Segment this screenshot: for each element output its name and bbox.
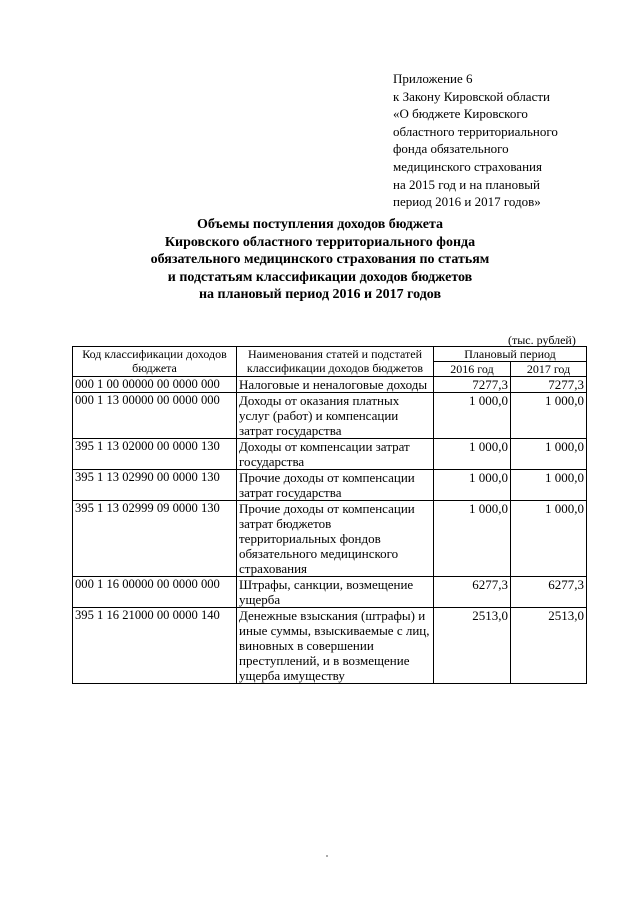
title-line: и подстатьям классификации доходов бюджетов: [167, 269, 473, 285]
table-row: [73, 377, 587, 393]
appendix-line: фонда обязательного: [393, 141, 509, 157]
header-code: Код классификации доходов бюджета: [73, 347, 237, 377]
cell-name: Прочие доходы от компенсации затрат бюджетов территориальных фондов обязательного медицинского страхования: [237, 501, 434, 577]
appendix-line: период 2016 и 2017 годов»: [393, 194, 541, 210]
appendix-line: на 2015 год и на плановый: [393, 176, 540, 192]
cell-name: Доходы от оказания платных услуг (работ) и компенсации затрат государства: [237, 393, 434, 439]
cell-code: 395 1 13 02000 00 0000 130: [73, 439, 237, 470]
appendix-line: Приложение 6: [393, 71, 473, 86]
cell-2017: 7277,3: [511, 377, 587, 393]
cell-2016: 1 000,0: [434, 439, 511, 470]
appendix-reference: [393, 70, 628, 211]
cell-2017: 1 000,0: [511, 501, 587, 577]
appendix-line: к Закону Кировской области: [393, 88, 550, 104]
cell-2016: 1 000,0: [434, 470, 511, 501]
header-2017: 2017 год: [511, 362, 587, 377]
cell-2017: 6277,3: [511, 577, 587, 608]
cell-2017: 1 000,0: [511, 393, 587, 439]
table-row: [73, 577, 587, 608]
scan-speck: [326, 855, 328, 857]
cell-code: 000 1 16 00000 00 0000 000: [73, 577, 237, 608]
cell-name: Прочие доходы от компенсации затрат государства: [237, 470, 434, 501]
table-header-row: [73, 347, 587, 362]
cell-name: Налоговые и неналоговые доходы: [237, 377, 434, 393]
title-line: на плановый период 2016 и 2017 годов: [198, 287, 442, 302]
cell-2016: 6277,3: [434, 577, 511, 608]
cell-2017: 1 000,0: [511, 439, 587, 470]
appendix-line: «О бюджете Кировского: [393, 106, 528, 122]
cell-code: 395 1 16 21000 00 0000 140: [73, 608, 237, 684]
cell-2016: 1 000,0: [434, 393, 511, 439]
cell-code: 395 1 13 02990 00 0000 130: [73, 470, 237, 501]
cell-2016: 2513,0: [434, 608, 511, 684]
cell-2016: 1 000,0: [434, 501, 511, 577]
table-row: [73, 470, 587, 501]
title-line: Кировского областного территориального фонда: [164, 234, 476, 250]
appendix-line: областного территориального: [393, 123, 558, 139]
cell-name: Доходы от компенсации затрат государства: [237, 439, 434, 470]
title-line: Объемы поступления доходов бюджета: [197, 217, 443, 232]
cell-name: Денежные взыскания (штрафы) и иные суммы, взыскиваемые с лиц, виновных в совершении преступлений, и в возмещение ущерба имуществу: [237, 608, 434, 684]
header-name: Наименования статей и подстатей классификации доходов бюджетов: [237, 347, 434, 377]
table-row: [73, 501, 587, 577]
cell-2016: 7277,3: [434, 377, 511, 393]
header-period: Плановый период: [434, 347, 587, 362]
units-label: (тыс. рублей): [508, 333, 576, 347]
cell-code: 395 1 13 02999 09 0000 130: [73, 501, 237, 577]
document-title: [60, 216, 580, 304]
cell-name: Штрафы, санкции, возмещение ущерба: [237, 577, 434, 608]
cell-2017: 2513,0: [511, 608, 587, 684]
appendix-line: медицинского страхования: [393, 158, 542, 174]
table-row: [73, 393, 587, 439]
title-line: обязательного медицинского страхования по статьям: [150, 252, 490, 267]
header-2016: 2016 год: [434, 362, 511, 377]
table-row: [73, 439, 587, 470]
cell-code: 000 1 00 00000 00 0000 000: [73, 377, 237, 393]
revenue-table: [72, 346, 587, 684]
cell-2017: 1 000,0: [511, 470, 587, 501]
cell-code: 000 1 13 00000 00 0000 000: [73, 393, 237, 439]
table-row: [73, 608, 587, 684]
